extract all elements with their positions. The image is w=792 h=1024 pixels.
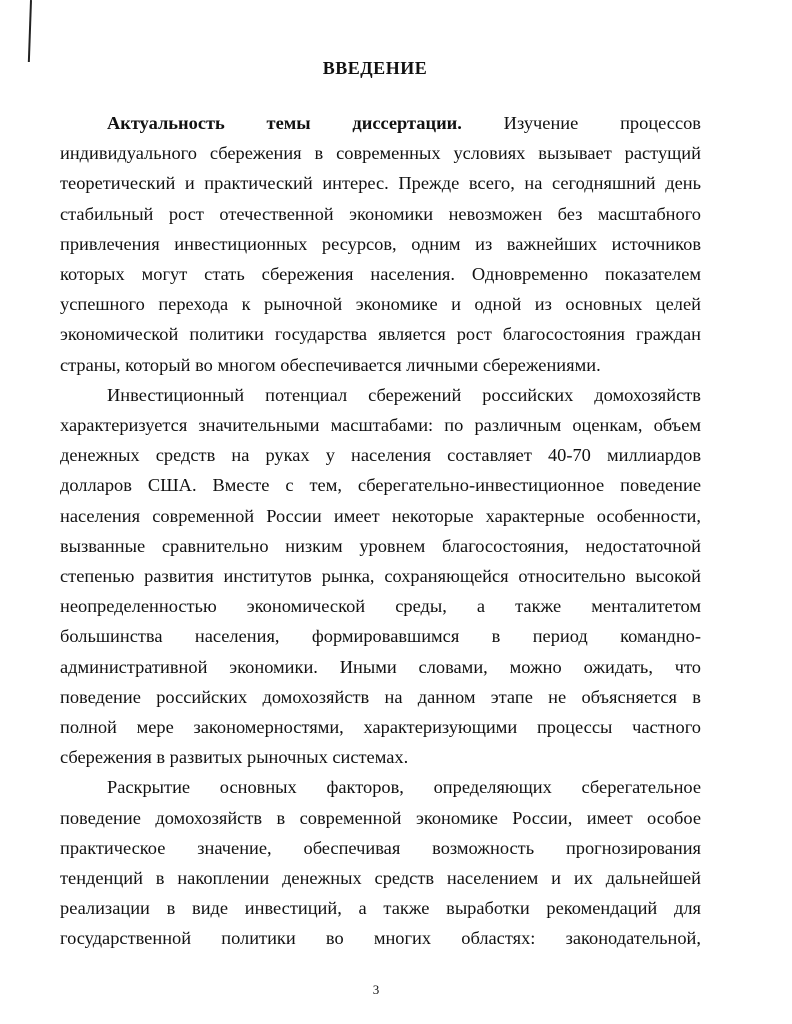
- paragraph-line: большинства населения, формировавшимся в период командно-: [60, 626, 701, 647]
- paragraph-line: экономической политики государства является рост благосостояния граждан: [60, 324, 701, 345]
- paragraph-line: населения современной России имеет некоторые характерные особенности,: [60, 505, 701, 526]
- paragraph-line: сбережения в развитых рыночных системах.: [60, 747, 409, 768]
- scan-edge-mark: [28, 0, 32, 62]
- paragraph-line: практическое значение, обеспечивая возможность прогнозирования: [60, 837, 701, 858]
- section-heading: ВВЕДЕНИЕ: [322, 58, 428, 78]
- paragraph-line: успешного перехода к рыночной экономике и одной из основных целей: [60, 294, 701, 315]
- paragraph-line: реализации в виде инвестиций, а также выработки рекомендаций для: [60, 898, 701, 919]
- paragraph-line: денежных средств на руках у населения составляет 40-70 миллиардов: [60, 445, 701, 466]
- page-number: 3: [372, 982, 380, 997]
- paragraph-3: [60, 772, 701, 953]
- paragraph-line: привлечения инвестиционных ресурсов, одним из важнейших источников: [60, 233, 701, 254]
- paragraph-1: [60, 108, 701, 380]
- paragraph-line: индивидуального сбережения в современных условиях вызывает растущий: [60, 143, 701, 164]
- paragraph-line: административной экономики. Иными словами, можно ожидать, что: [60, 656, 701, 677]
- paragraph-line: поведение российских домохозяйств на данном этапе не объясняется в: [60, 686, 701, 707]
- paragraph-line: тенденций в накоплении денежных средств населением и их дальнейшей: [60, 868, 701, 889]
- paragraph-line: долларов США. Вместе с тем, сберегательно-инвестиционное поведение: [60, 475, 701, 496]
- body-text: [60, 108, 701, 954]
- paragraph-line: [60, 108, 701, 138]
- paragraph-line: Инвестиционный потенциал сбережений российских домохозяйств: [107, 384, 701, 405]
- paragraph-line: государственной политики во многих областях: законодательной,: [60, 928, 701, 949]
- paragraph-line: неопределенностью экономической среды, а также менталитетом: [60, 596, 701, 617]
- paragraph-line: поведение домохозяйств в современной экономике России, имеет особое: [60, 807, 701, 828]
- paragraph-line: вызванные сравнительно низким уровнем благосостояния, недостаточной: [60, 535, 701, 556]
- paragraph-line: Раскрытие основных факторов, определяющих сберегательное: [107, 777, 701, 798]
- paragraph-line: полной мере закономерностями, характеризующими процессы частного: [60, 717, 701, 738]
- paragraph-line: страны, который во многом обеспечивается личными сбережениями.: [60, 354, 601, 375]
- paragraph-line: степенью развития институтов рынка, сохраняющейся относительно высокой: [60, 566, 701, 587]
- paragraph-line: стабильный рост отечественной экономики невозможен без масштабного: [60, 203, 701, 224]
- paragraph-line: которых могут стать сбережения населения. Одновременно показателем: [60, 264, 701, 285]
- line-text: Изучение процессов: [503, 113, 701, 133]
- paragraph-line: характеризуется значительными масштабами: по различным оценкам, объем: [60, 415, 701, 436]
- paragraph-line: теоретический и практический интерес. Прежде всего, на сегодняшний день: [60, 173, 701, 194]
- paragraph-lead: Актуальность темы диссертации.: [107, 113, 462, 133]
- paragraph-2: [60, 380, 701, 773]
